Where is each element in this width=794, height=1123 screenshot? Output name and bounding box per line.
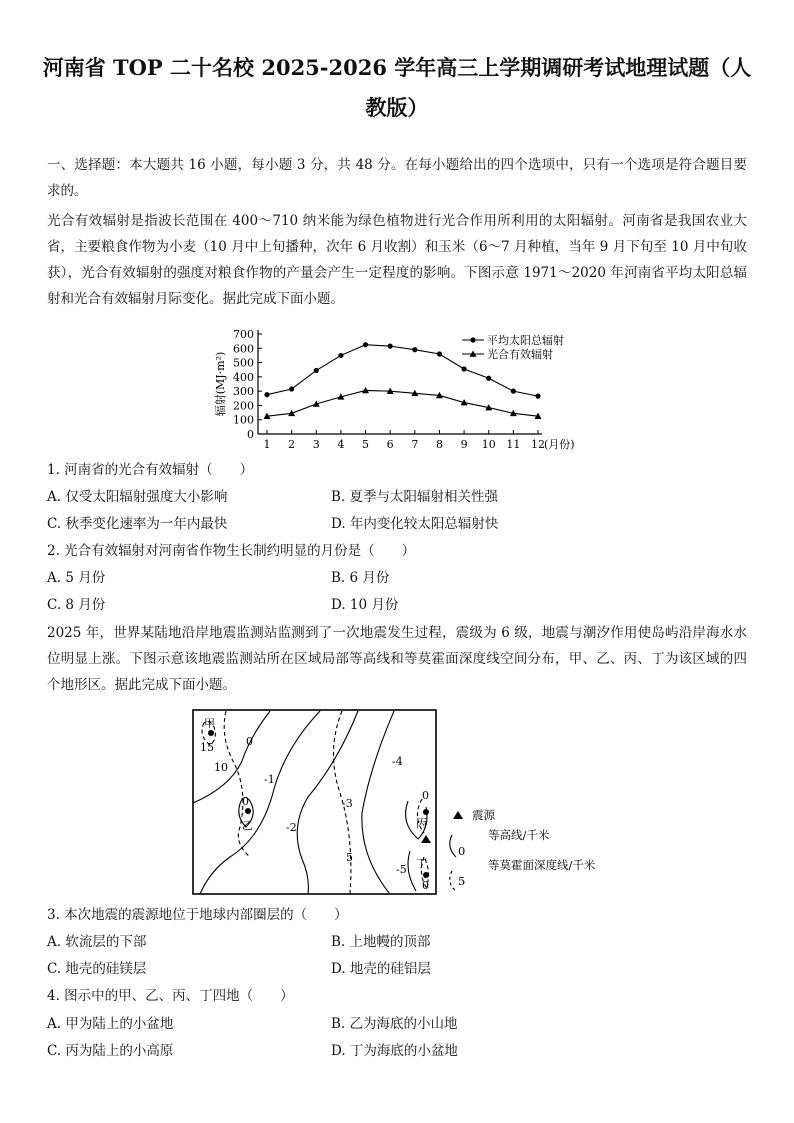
series-1-point [363,342,368,347]
x-tick-label: 7 [411,438,419,451]
map-legend [450,808,596,891]
series-1-point [314,368,319,373]
chart-legend [462,333,564,361]
series-1-point [535,394,540,399]
radiation-line-chart [200,322,600,456]
legend-label-1: 平均太阳总辐射 [487,334,564,347]
question-4-option-a[interactable]: A. 甲为陆上的小盆地 [47,1016,174,1032]
place-yi-dot [245,808,251,814]
x-tick-label: 6 [386,438,394,451]
y-tick-label: 400 [233,370,254,384]
question-1-option-c[interactable]: C. 秋季变化速率为一年内最快 [47,516,228,532]
series-1-point [388,344,393,349]
y-tick-label: 700 [233,328,254,341]
legend-label-2: 光合有效辐射 [487,348,553,361]
question-2-option-c[interactable]: C. 8 月份 [47,597,106,613]
x-tick-label: 4 [337,438,345,451]
legend-contour-sample: 0 [458,844,466,858]
contour-label-0c: 0 [422,789,429,802]
x-tick-label: 2 [288,438,296,451]
y-tick-label: 500 [233,356,254,370]
contour-label-0a: 0 [246,735,253,748]
x-tick-label: 12 [531,438,545,451]
y-axis-label: 辐射(MJ·m²) [214,351,227,417]
y-tick-label: 0 [247,428,254,441]
place-bing-dot [423,809,429,815]
question-1-option-a[interactable]: A. 仅受太阳辐射强度大小影响 [47,489,228,505]
contour-label-m1: -1 [264,773,275,786]
place-yi-label: 乙 [242,819,253,832]
contour-label-m2: -2 [286,821,297,834]
question-3-option-b[interactable]: B. 上地幔的顶部 [331,934,431,950]
y-tick-label: 300 [233,385,254,399]
contour-map [190,707,630,897]
x-tick-label: 3 [312,438,320,451]
legend-contour-label: 等高线/千米 [488,828,550,842]
page-title: 河南省 TOP 二十名校 2025-2026 学年高三上学期调研考试地理试题（人教版） [42,55,752,120]
series-1-point [461,366,466,371]
question-1-option-b[interactable]: B. 夏季与太阳辐射相关性强 [331,489,499,505]
question-2-option-a[interactable]: A. 5 月份 [47,570,106,586]
question-4-stem: 4. 图示中的甲、乙、丙、丁四地（ ） [47,988,294,1004]
passage-2: 2025 年，世界某陆地沿岸地震监测站监测到了一次地震发生过程，震级为 6 级，地震与潮汐作用使岛屿沿岸海水水位明显上涨。下图示意该地震监测站所在区域局部等高线和等莫霍面深度线空间分布，甲、乙、丙、丁为该区域的四个地形区。据此完成下面小题。 [47,625,747,693]
question-1-stem: 1. 河南省的光合有效辐射（ ） [47,462,254,478]
legend-moho-line [450,871,456,891]
contour-label-m3: -3 [342,797,353,810]
x-tick-label: 5 [362,438,370,451]
contour-label-15: 15 [200,741,214,754]
series-1-point [486,376,491,381]
contour-lines [193,711,427,894]
y-tick-label: 600 [233,342,254,356]
legend-marker-1 [470,337,475,342]
question-4-option-b[interactable]: B. 乙为海底的小山地 [331,1016,458,1032]
question-4-option-d[interactable]: D. 丁为海底的小盆地 [331,1043,458,1059]
series-1-point [289,386,294,391]
question-3-option-c[interactable]: C. 地壳的硅镁层 [47,961,147,977]
place-jia-dot [208,730,214,736]
epicenter-icon [421,835,431,843]
contour-label-m4: -4 [392,755,403,768]
contour-label-0b: 0 [242,795,249,808]
x-tick-label: 9 [460,438,468,451]
question-2-option-b[interactable]: B. 6 月份 [331,570,390,586]
section-header: 一、选择题：本大题共 16 小题，每小题 3 分，共 48 分。在每小题给出的四个选项中，只有一个选项是符合题目要求的。 [47,157,747,199]
series-1-point [437,351,442,356]
contour-label-m5: -5 [396,863,407,876]
moho-lines [202,711,429,894]
legend-epicenter-label: 震源 [472,808,495,822]
place-bing-label: 丙 [416,817,427,830]
question-3-option-a[interactable]: A. 软流层的下部 [47,934,147,950]
question-1-option-d[interactable]: D. 年内变化较太阳总辐射快 [331,516,499,532]
question-3-option-d[interactable]: D. 地壳的硅铝层 [331,961,431,977]
series-1-point [511,389,516,394]
y-tick-label: 100 [233,413,254,427]
x-tick-label: 1 [263,438,271,451]
legend-moho-sample: 5 [458,874,466,888]
contour-label-10: 10 [214,761,228,774]
question-3-stem: 3. 本次地震的震源地位于地球内部圈层的（ ） [47,907,348,923]
series-1-point [412,347,417,352]
legend-moho-label: 等莫霍面深度线/千米 [488,858,596,872]
x-tick-label: 11 [506,438,521,451]
series-1-point [338,353,343,358]
place-ding-label: 丁 [416,857,427,870]
x-tick-label: 10 [481,438,496,451]
contour-label-0d: 0 [422,879,429,892]
place-ding-dot [423,872,429,878]
contour-label-5: 5 [346,851,353,864]
passage-1: 光合有效辐射是指波长范围在 400～710 纳米能为绿色植物进行光合作用所利用的太阳辐射。河南省是我国农业大省，主要粮食作物为小麦（10 月中上旬播种，次年 6 月收割）和玉米（6～7 月种植，当年 9 月下旬至 10 月中旬收获），光合有效辐射的强度对粮食作物的产量会产生一定程度的影响。下图示意 1971～2020 年河南省平均太阳总辐射和光合有效辐射月际变化。据此完成下面小题。 [47,213,747,307]
x-axis-unit: (月份) [544,438,575,451]
question-4-option-c[interactable]: C. 丙为陆上的小高原 [47,1043,174,1059]
series-1-point [264,392,269,397]
y-tick-label: 200 [233,399,254,413]
place-jia-label: 甲 [204,717,215,730]
legend-contour-line [450,835,456,857]
x-tick-label: 8 [435,438,443,451]
question-2-stem: 2. 光合有效辐射对河南省作物生长制约明显的月份是（ ） [47,543,416,559]
question-2-option-d[interactable]: D. 10 月份 [331,597,399,613]
legend-epicenter-icon [453,811,463,819]
series-line-2 [267,390,538,416]
